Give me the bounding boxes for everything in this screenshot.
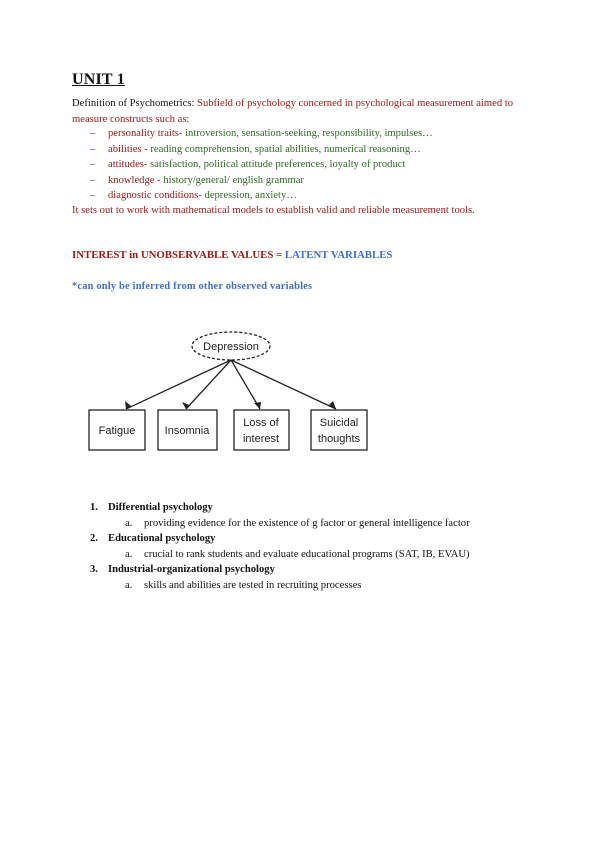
inference-note: *can only be inferred from other observed variables — [72, 281, 313, 292]
dash-marker: – — [90, 143, 96, 155]
construct-name: diagnostic conditions- — [108, 190, 205, 201]
arrow-head-icon — [182, 402, 189, 409]
construct-examples: history/general/ english grammar — [163, 174, 304, 186]
construct-name: knowledge - — [108, 174, 164, 186]
latent-red-part: INTEREST in UNOBSERVABLE VALUES = — [72, 249, 285, 261]
dash-marker: – — [90, 159, 96, 170]
sub-letter: a. — [125, 548, 133, 560]
list-item — [72, 578, 552, 594]
root-node-label: Depression — [203, 341, 259, 353]
child-node-label: Loss of — [243, 417, 279, 429]
child-node-label: Fatigue — [98, 425, 136, 437]
unit-title: UNIT 1 — [72, 71, 125, 88]
list-item — [72, 500, 552, 516]
sub-letter: a. — [125, 517, 133, 529]
child-node-label: Suicidal — [319, 417, 359, 429]
sub-text: crucial to rank students and evaluate educational programs (SAT, IB, EVAU) — [144, 548, 470, 560]
dash-marker: – — [90, 190, 96, 201]
dash-marker: – — [90, 128, 96, 139]
construct-name: attitudes- — [108, 159, 151, 170]
construct-name: personality traits- — [108, 128, 186, 139]
field-name: Differential psychology — [108, 502, 213, 513]
construct-examples: depression, anxiety… — [204, 190, 297, 201]
dash-marker: – — [90, 174, 96, 186]
list-number: 2. — [90, 533, 98, 544]
construct-examples: introversion, sensation-seeking, responsibility, impulses… — [185, 128, 433, 139]
sub-letter: a. — [125, 579, 133, 591]
sub-text: skills and abilities are tested in recruiting processes — [144, 579, 362, 591]
child-node-label: Insomnia — [164, 425, 210, 437]
list-number: 3. — [90, 564, 98, 575]
psychology-fields-list — [72, 500, 552, 593]
definition-label: Definition of Psychometrics: — [72, 98, 198, 109]
field-name: Educational psychology — [108, 533, 216, 544]
arrow-head-icon — [254, 402, 261, 409]
edge-line — [231, 360, 336, 409]
list-item — [72, 547, 552, 563]
list-item — [72, 562, 552, 578]
child-node-label: thoughts — [317, 433, 361, 445]
construct-examples: reading comprehension, spatial abilities, numerical reasoning… — [150, 143, 421, 155]
edge-line — [126, 360, 231, 409]
edge-line — [186, 360, 231, 409]
construct-examples: satisfaction, political attitude preferences, loyalty of product — [150, 159, 406, 170]
sub-text: providing evidence for the existence of g factor or general intelligence factor — [144, 517, 470, 529]
definition-text: Subfield of psychology concerned in psychological measurement aimed to measure constructs such as: — [72, 98, 514, 125]
list-number: 1. — [90, 502, 98, 513]
list-item — [72, 531, 552, 547]
construct-name: abilities - — [108, 143, 151, 155]
child-node-label: interest — [242, 433, 280, 445]
list-item — [72, 516, 552, 532]
field-name: Industrial-organizational psychology — [108, 564, 275, 575]
latent-blue-part: LATENT VARIABLES — [284, 249, 393, 261]
summary-paragraph: It sets out to work with mathematical models to establish valid and reliable measurement tools. — [72, 205, 475, 216]
